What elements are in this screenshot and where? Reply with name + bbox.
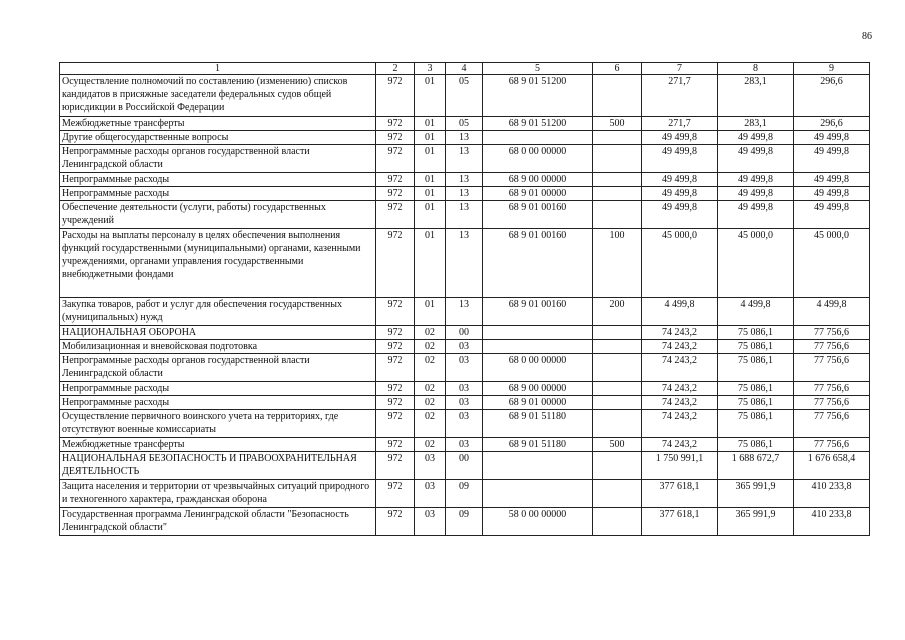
header-row — [60, 63, 870, 75]
row-value-cell: 972 — [376, 298, 415, 326]
row-name-cell: Мобилизационная и вневойсковая подготовка — [60, 340, 376, 354]
row-value-cell: 410 233,8 — [794, 480, 870, 508]
row-value-cell — [593, 410, 642, 438]
row-value-cell: 02 — [415, 396, 446, 410]
row-value-cell: 500 — [593, 438, 642, 452]
row-value-cell: 03 — [415, 480, 446, 508]
row-name-cell: Осуществление первичного воинского учета на территориях, где отсутствуют военные комиссариаты — [60, 410, 376, 438]
row-value-cell: 200 — [593, 298, 642, 326]
table-row — [60, 131, 870, 145]
row-value-cell: 45 000,0 — [794, 229, 870, 298]
row-value-cell: 45 000,0 — [718, 229, 794, 298]
row-value-cell: 02 — [415, 326, 446, 340]
row-value-cell: 972 — [376, 382, 415, 396]
row-value-cell: 972 — [376, 354, 415, 382]
header-cell: 8 — [718, 63, 794, 75]
row-name-cell: Межбюджетные трансферты — [60, 117, 376, 131]
row-value-cell: 49 499,8 — [718, 131, 794, 145]
row-value-cell: 296,6 — [794, 75, 870, 117]
table-row — [60, 508, 870, 536]
row-value-cell: 68 9 01 51200 — [483, 117, 593, 131]
row-value-cell: 01 — [415, 131, 446, 145]
row-value-cell: 4 499,8 — [642, 298, 718, 326]
row-value-cell — [593, 340, 642, 354]
row-name-cell: Обеспечение деятельности (услуги, работы) государственных учреждений — [60, 201, 376, 229]
row-value-cell: 05 — [446, 75, 483, 117]
row-value-cell: 49 499,8 — [718, 201, 794, 229]
row-value-cell: 03 — [446, 396, 483, 410]
row-value-cell: 972 — [376, 173, 415, 187]
table-row — [60, 480, 870, 508]
row-name-cell: Другие общегосударственные вопросы — [60, 131, 376, 145]
row-value-cell: 49 499,8 — [794, 145, 870, 173]
row-value-cell: 77 756,6 — [794, 410, 870, 438]
row-value-cell: 1 676 658,4 — [794, 452, 870, 480]
row-value-cell — [483, 480, 593, 508]
table-row — [60, 438, 870, 452]
row-value-cell — [593, 508, 642, 536]
row-name-cell: Непрограммные расходы — [60, 173, 376, 187]
row-value-cell: 77 756,6 — [794, 396, 870, 410]
row-value-cell: 68 9 01 51200 — [483, 75, 593, 117]
row-value-cell: 74 243,2 — [642, 382, 718, 396]
row-name-cell: Закупка товаров, работ и услуг для обеспечения государственных (муниципальных) нужд — [60, 298, 376, 326]
row-value-cell: 68 0 00 00000 — [483, 145, 593, 173]
row-name-cell: Непрограммные расходы органов государственной власти Ленинградской области — [60, 145, 376, 173]
row-name-cell: Государственная программа Ленинградской области "Безопасность Ленинградской области" — [60, 508, 376, 536]
table-row — [60, 187, 870, 201]
row-value-cell: 74 243,2 — [642, 354, 718, 382]
row-value-cell: 68 9 01 00160 — [483, 298, 593, 326]
row-value-cell: 77 756,6 — [794, 340, 870, 354]
row-name-cell: Непрограммные расходы — [60, 382, 376, 396]
header-cell: 4 — [446, 63, 483, 75]
row-value-cell — [483, 326, 593, 340]
row-value-cell: 75 086,1 — [718, 382, 794, 396]
row-value-cell: 74 243,2 — [642, 410, 718, 438]
row-value-cell — [593, 326, 642, 340]
row-value-cell: 4 499,8 — [794, 298, 870, 326]
row-name-cell: Непрограммные расходы органов государственной власти Ленинградской области — [60, 354, 376, 382]
row-value-cell: 49 499,8 — [794, 187, 870, 201]
row-value-cell — [593, 382, 642, 396]
row-value-cell: 03 — [446, 340, 483, 354]
row-value-cell: 45 000,0 — [642, 229, 718, 298]
row-value-cell — [593, 75, 642, 117]
header-cell: 1 — [60, 63, 376, 75]
row-value-cell: 09 — [446, 480, 483, 508]
row-value-cell: 283,1 — [718, 117, 794, 131]
row-value-cell: 77 756,6 — [794, 326, 870, 340]
row-value-cell: 75 086,1 — [718, 438, 794, 452]
table-row — [60, 340, 870, 354]
row-name-cell: Осуществление полномочий по составлению (изменению) списков кандидатов в присяжные заседатели федеральных судов общей юрисдикции в Российской Федерации — [60, 75, 376, 117]
row-value-cell: 68 0 00 00000 — [483, 354, 593, 382]
row-value-cell: 49 499,8 — [642, 131, 718, 145]
row-value-cell: 58 0 00 00000 — [483, 508, 593, 536]
row-value-cell: 972 — [376, 229, 415, 298]
row-value-cell: 49 499,8 — [794, 173, 870, 187]
table-body — [60, 75, 870, 536]
row-value-cell: 02 — [415, 382, 446, 396]
row-value-cell: 972 — [376, 410, 415, 438]
row-value-cell: 68 9 01 51180 — [483, 438, 593, 452]
table-row — [60, 145, 870, 173]
row-value-cell: 74 243,2 — [642, 438, 718, 452]
row-name-cell: Непрограммные расходы — [60, 396, 376, 410]
row-value-cell: 03 — [446, 410, 483, 438]
row-value-cell: 972 — [376, 396, 415, 410]
row-value-cell — [593, 452, 642, 480]
header-cell: 5 — [483, 63, 593, 75]
row-value-cell: 68 9 01 00000 — [483, 187, 593, 201]
row-value-cell: 75 086,1 — [718, 396, 794, 410]
row-value-cell — [483, 131, 593, 145]
row-value-cell: 49 499,8 — [642, 145, 718, 173]
table-row — [60, 201, 870, 229]
row-value-cell: 271,7 — [642, 117, 718, 131]
row-value-cell: 4 499,8 — [718, 298, 794, 326]
row-value-cell: 77 756,6 — [794, 354, 870, 382]
row-value-cell: 74 243,2 — [642, 340, 718, 354]
row-name-cell: НАЦИОНАЛЬНАЯ БЕЗОПАСНОСТЬ И ПРАВООХРАНИТЕЛЬНАЯ ДЕЯТЕЛЬНОСТЬ — [60, 452, 376, 480]
row-value-cell: 75 086,1 — [718, 410, 794, 438]
row-value-cell: 972 — [376, 131, 415, 145]
row-value-cell: 49 499,8 — [642, 187, 718, 201]
row-value-cell: 75 086,1 — [718, 354, 794, 382]
header-cell: 2 — [376, 63, 415, 75]
row-value-cell: 02 — [415, 340, 446, 354]
table-row — [60, 396, 870, 410]
row-value-cell: 972 — [376, 438, 415, 452]
row-value-cell: 13 — [446, 145, 483, 173]
table-row — [60, 229, 870, 298]
row-value-cell: 01 — [415, 187, 446, 201]
row-value-cell: 05 — [446, 117, 483, 131]
row-value-cell: 75 086,1 — [718, 326, 794, 340]
row-value-cell: 49 499,8 — [642, 173, 718, 187]
row-value-cell: 03 — [415, 508, 446, 536]
row-value-cell: 972 — [376, 326, 415, 340]
table-row — [60, 382, 870, 396]
table-row — [60, 410, 870, 438]
row-value-cell: 972 — [376, 117, 415, 131]
row-value-cell — [593, 396, 642, 410]
row-value-cell: 972 — [376, 452, 415, 480]
row-value-cell: 377 618,1 — [642, 508, 718, 536]
row-value-cell: 972 — [376, 480, 415, 508]
row-value-cell: 410 233,8 — [794, 508, 870, 536]
row-value-cell — [483, 452, 593, 480]
row-value-cell: 365 991,9 — [718, 480, 794, 508]
row-value-cell — [593, 131, 642, 145]
row-value-cell: 74 243,2 — [642, 396, 718, 410]
row-value-cell: 1 750 991,1 — [642, 452, 718, 480]
row-value-cell: 02 — [415, 438, 446, 452]
row-value-cell: 972 — [376, 75, 415, 117]
row-value-cell: 01 — [415, 229, 446, 298]
row-value-cell: 68 9 01 00160 — [483, 229, 593, 298]
row-value-cell: 49 499,8 — [718, 187, 794, 201]
page-number: 86 — [862, 31, 872, 42]
row-value-cell: 68 9 00 00000 — [483, 382, 593, 396]
row-value-cell: 972 — [376, 187, 415, 201]
row-value-cell — [593, 480, 642, 508]
table-row — [60, 75, 870, 117]
row-value-cell: 09 — [446, 508, 483, 536]
row-value-cell: 02 — [415, 410, 446, 438]
row-value-cell: 00 — [446, 326, 483, 340]
table-row — [60, 354, 870, 382]
row-value-cell: 365 991,9 — [718, 508, 794, 536]
row-value-cell: 377 618,1 — [642, 480, 718, 508]
row-value-cell: 972 — [376, 340, 415, 354]
row-value-cell: 49 499,8 — [718, 173, 794, 187]
table-row — [60, 173, 870, 187]
row-value-cell: 68 9 00 00000 — [483, 173, 593, 187]
row-value-cell — [593, 173, 642, 187]
row-value-cell: 13 — [446, 187, 483, 201]
row-value-cell: 296,6 — [794, 117, 870, 131]
row-value-cell: 03 — [446, 438, 483, 452]
row-value-cell — [593, 354, 642, 382]
header-cell: 6 — [593, 63, 642, 75]
row-value-cell: 13 — [446, 173, 483, 187]
row-value-cell: 972 — [376, 508, 415, 536]
row-value-cell: 13 — [446, 229, 483, 298]
row-name-cell: Расходы на выплаты персоналу в целях обеспечения выполнения функций государственными (муниципальными) органами, казенными учреждениями, органами управления государственными внебюджетными фондами — [60, 229, 376, 298]
row-value-cell: 68 9 01 00000 — [483, 396, 593, 410]
header-cell: 9 — [794, 63, 870, 75]
row-value-cell: 49 499,8 — [794, 131, 870, 145]
row-value-cell: 49 499,8 — [642, 201, 718, 229]
row-value-cell: 49 499,8 — [718, 145, 794, 173]
row-value-cell — [593, 145, 642, 173]
row-value-cell: 972 — [376, 201, 415, 229]
table-row — [60, 298, 870, 326]
budget-table — [59, 62, 870, 536]
row-value-cell: 03 — [415, 452, 446, 480]
row-value-cell: 77 756,6 — [794, 438, 870, 452]
row-value-cell: 00 — [446, 452, 483, 480]
row-value-cell: 13 — [446, 298, 483, 326]
row-value-cell: 02 — [415, 354, 446, 382]
row-value-cell: 972 — [376, 145, 415, 173]
table-row — [60, 117, 870, 131]
table-row — [60, 326, 870, 340]
row-value-cell: 283,1 — [718, 75, 794, 117]
row-value-cell: 01 — [415, 298, 446, 326]
row-value-cell: 13 — [446, 131, 483, 145]
row-value-cell — [483, 340, 593, 354]
row-value-cell: 1 688 672,7 — [718, 452, 794, 480]
row-value-cell: 77 756,6 — [794, 382, 870, 396]
row-value-cell: 68 9 01 51180 — [483, 410, 593, 438]
row-value-cell: 01 — [415, 117, 446, 131]
row-value-cell: 03 — [446, 382, 483, 396]
row-value-cell: 75 086,1 — [718, 340, 794, 354]
row-name-cell: НАЦИОНАЛЬНАЯ ОБОРОНА — [60, 326, 376, 340]
row-name-cell: Межбюджетные трансферты — [60, 438, 376, 452]
header-cell: 3 — [415, 63, 446, 75]
table-row — [60, 452, 870, 480]
row-value-cell: 271,7 — [642, 75, 718, 117]
row-value-cell: 100 — [593, 229, 642, 298]
row-value-cell: 01 — [415, 201, 446, 229]
row-value-cell: 03 — [446, 354, 483, 382]
row-value-cell: 01 — [415, 75, 446, 117]
row-value-cell: 68 9 01 00160 — [483, 201, 593, 229]
row-value-cell — [593, 187, 642, 201]
row-value-cell: 49 499,8 — [794, 201, 870, 229]
row-value-cell: 01 — [415, 145, 446, 173]
row-value-cell — [593, 201, 642, 229]
row-value-cell: 13 — [446, 201, 483, 229]
header-cell: 7 — [642, 63, 718, 75]
row-value-cell: 01 — [415, 173, 446, 187]
row-name-cell: Непрограммные расходы — [60, 187, 376, 201]
row-name-cell: Защита населения и территории от чрезвычайных ситуаций природного и техногенного характера, гражданская оборона — [60, 480, 376, 508]
row-value-cell: 74 243,2 — [642, 326, 718, 340]
row-value-cell: 500 — [593, 117, 642, 131]
